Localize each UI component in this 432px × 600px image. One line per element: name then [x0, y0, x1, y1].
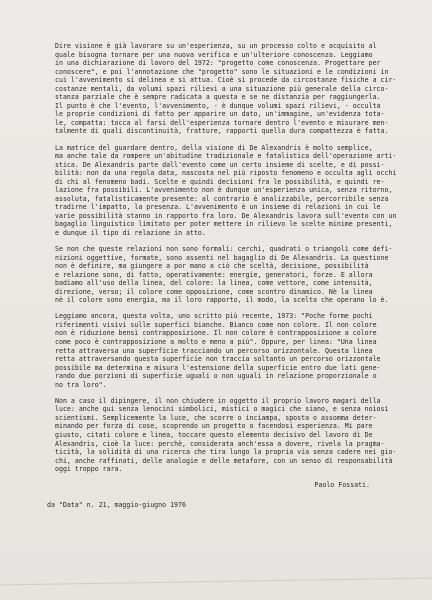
- text-line: assoluta, fatalisticamente presente: al contrario è analizzabile, percorribile senza: [55, 194, 389, 203]
- text-line: no tra loro".: [55, 380, 107, 389]
- author-signature: Paolo Fossati.: [314, 481, 370, 490]
- text-line: minando per forza di cose, scoprendo un progetto o facendosi esperienza. Mi pare: [55, 422, 373, 431]
- text-line: le proprie condizioni di fatto per apparire un dato, un'immagine, un'evidenza tota-: [55, 110, 385, 119]
- text-line: Il punto è che l'evento, l'avvenimento, - è dunque volumi spazi rilievi, - occulta: [55, 101, 381, 110]
- text-line: in una dichiarazione di lavoro del 1972: "progetto come conoscenza. Progettare per: [55, 59, 381, 68]
- text-line: le, compatta: tocca al farsi dell'esperienza tornare dentro l'evento e misurare men-: [55, 118, 389, 127]
- text-line: luce: anche qui senza lenocini simbolici, mistici o magici che siano, e senza noiosi: [55, 405, 389, 414]
- text-line: e dunque il tipo di relazione in atto.: [55, 228, 206, 237]
- article-body: [55, 42, 397, 474]
- text-line: come poco è contrapposizione a molto e meno a più". Oppure, per linea: "Una linea: [55, 338, 377, 346]
- text-line: retta attraversa una superficie tracciando un percorso orizzontale. Questa linea: [55, 346, 373, 355]
- text-line: Dire visione è già lavorare su un'esperienza, su un processo colto e acquisito al: [55, 42, 377, 50]
- text-line: varie possibilità stanno in rapporto fra loro. De Alexandris lavora sull'evento con un: [55, 211, 397, 220]
- text-line: Alexandris, cioè la luce: perchè, considerata anch'essa a dovere, rivela la pragma-: [55, 439, 385, 448]
- text-line: rando due porzioni di superficie uguali o non uguali in relazione proporzionale o: [55, 372, 377, 381]
- text-line: Leggiamo ancora, questa volta, uno scritto più recente, 1973: "Poche forme pochi: [55, 312, 373, 321]
- text-line: Se non che queste relazioni non sono formali: cerchi, quadrati o triangoli come defi-: [55, 245, 393, 254]
- text-line: badiamo all'uso della linea, del colore: la linea, come vettore, come intensità,: [55, 279, 373, 288]
- text-line: e relazione sono, di fatto, operativamente: energie, generatori, forze. E allora: [55, 270, 373, 279]
- source-citation: da "Data" n. 21, maggio-giugno 1976: [47, 501, 186, 510]
- text-line: stica. De Alexandris parte dall'evento come un certo insieme di scelte, e di possi-: [55, 160, 385, 169]
- text-line: nizioni oggettive, formate, sono assenti nel bagaglio di De Alexandris. La questione: [55, 253, 389, 262]
- text-line: di chi al fenomeno badi. Scelte e quindi decisioni fra le possibilità, e quindi re-: [55, 177, 385, 186]
- text-line: giusto, citati colore e linea, toccare questo elemento decisivo del lavoro di De: [55, 430, 373, 439]
- text-line: lazione fra possibili. L'avvenimento non è dunque un'esperienza unica, senza ritorno,: [55, 186, 393, 195]
- text-line: costanze mentali, da volumi spazi rilievi a una situazione più generale della circo-: [55, 84, 389, 93]
- text-line: bagaglio linguistico limitato per poter mettere in rilievo le scelte minime presenti,: [55, 220, 393, 229]
- text-line: tradirne l'impatto, la presenza. L'avvenimento è un insieme di relazioni in cui le: [55, 203, 381, 212]
- paragraph: [55, 312, 392, 389]
- text-line: cui l'avvenimento si delinea e si attua. Cioè si procede da circostanze fisiche a cir-: [55, 76, 397, 85]
- text-line: riferimenti visivi sulle superfici bianche. Bianco come non colore. Il non colore: [55, 320, 377, 329]
- text-line: retta attraversando questa superficie non traccia soltanto un percorso orizzontale: [55, 355, 381, 364]
- paragraph: [55, 42, 397, 136]
- text-line: non è riduzione bensì contrapposizione. Il non colore è contrapposizione a colore: [55, 329, 377, 338]
- text-line: direzione, verso; il colore come opposizione, come scontro dinamico. Nè la linea: [55, 287, 373, 296]
- paragraph: [55, 143, 397, 238]
- text-line: scientismi. Semplicemente la luce, che scorre o inciampa, sposta o assomma deter-: [55, 413, 377, 422]
- text-line: Non a caso il dipingere, il non chiudere in oggetto il proprio lavoro magari della: [55, 396, 381, 405]
- text-line: stanza parziale che è sempre radicata a questa e se ne distanzia per raggiungerla.: [55, 93, 381, 102]
- text-line: ma anche tale da rompere un'abitudine tradizionale e fatalistica dell'operazione arti-: [55, 152, 397, 161]
- text-line: talmente di quali discontinuità, fratture, rapporti quella dura compattezza è fatta.: [55, 127, 389, 136]
- text-line: chi, anche raffinati, delle analogie e delle metafore, con un senso di responsabilità: [55, 456, 393, 465]
- text-line: quale bisogna tornare per una nuova verifica e un'ulteriore conoscenza. Leggiamo: [55, 50, 373, 59]
- paragraph: [55, 245, 392, 305]
- text-line: oggi troppo rara.: [55, 465, 123, 474]
- text-line: conoscere", e poi l'annotazione che "progetto" sono le situazioni e le condizioni in: [55, 67, 389, 76]
- text-line: bilità: non da una regola data, nascosta nel più riposto fenomeno e occulta agli occhi: [55, 169, 397, 178]
- paragraph: [55, 396, 397, 474]
- text-line: ticità, la solidità di una ricerca che tira lungo la propria via senza cadere nei gio-: [55, 448, 397, 457]
- text-line: possibile ma determina e misura l'estensione della superficie entro due lati gene-: [55, 363, 381, 372]
- text-line: nè il colore sono energia, ma il loro rapporto, il modo, la scelta che operano lo è.: [55, 296, 389, 305]
- text-line: non è definire, ma giungere a por mano a ciò che sceltà, decisione, possibilità: [55, 262, 369, 271]
- text-line: La matrice del guardare dentro, della visione di De Alexandris è molto semplice,: [55, 143, 373, 152]
